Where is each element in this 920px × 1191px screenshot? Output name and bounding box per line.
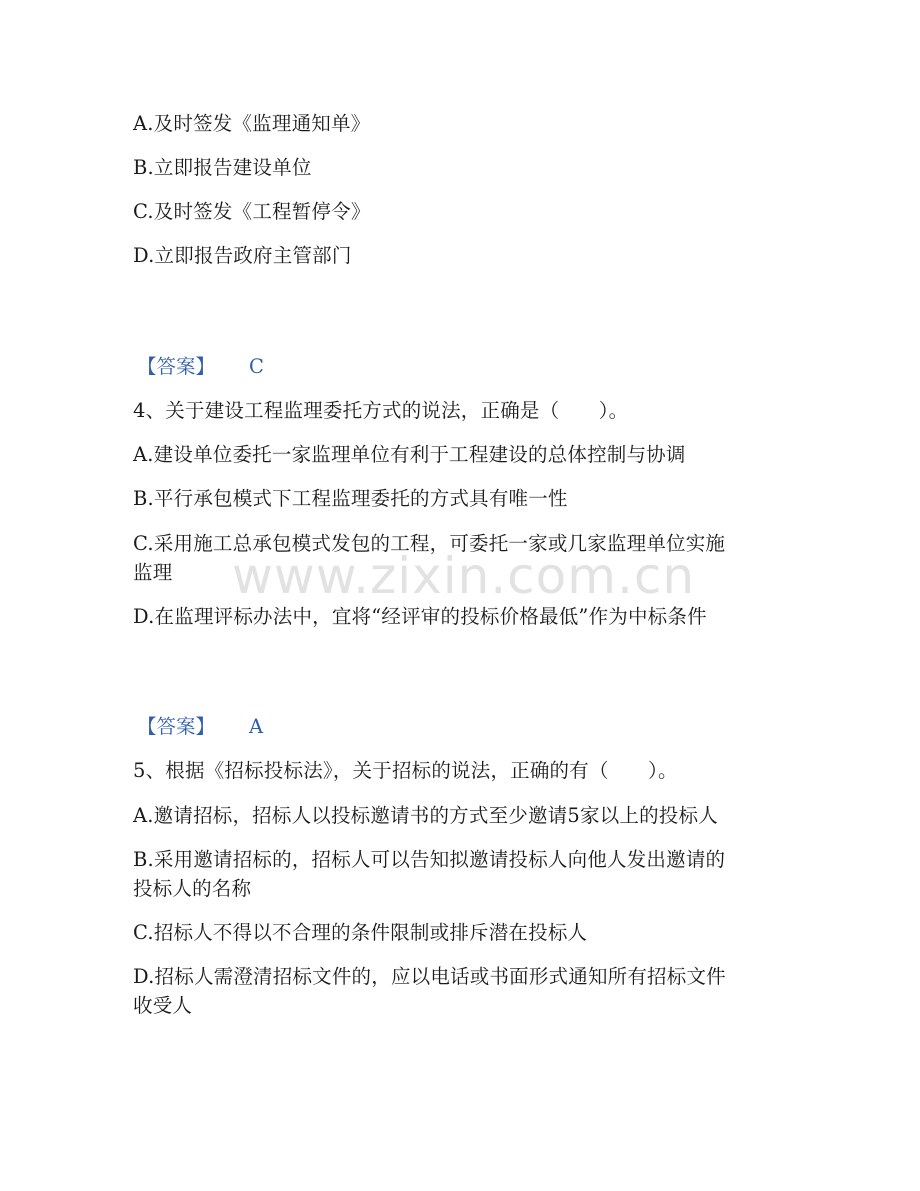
- q4-option-d: D.在监理评标办法中，宜将“经评审的投标价格最低”作为中标条件: [133, 605, 707, 628]
- q3-option-d: D.立即报告政府主管部门: [133, 244, 352, 267]
- q5-option-d-cont: 收受人: [133, 994, 193, 1017]
- q4-question: 4、关于建设工程监理委托方式的说法，正确是（ ）。: [133, 399, 629, 422]
- q5-option-c: C.招标人不得以不合理的条件限制或排斥潜在投标人: [133, 921, 588, 944]
- q4-answer-value: A: [249, 715, 264, 738]
- q5-option-b: B.采用邀请招标的，招标人可以告知拟邀请投标人向他人发出邀请的: [133, 848, 726, 871]
- q5-option-a: A.邀请招标，招标人以投标邀请书的方式至少邀请5家以上的投标人: [133, 804, 718, 827]
- q4-option-a: A.建设单位委托一家监理单位有利于工程建设的总体控制与协调: [133, 443, 686, 466]
- q3-answer: [137, 356, 264, 378]
- q3-option-a: A.及时签发《监理通知单》: [133, 112, 371, 135]
- q5-option-b-cont: 投标人的名称: [133, 877, 252, 900]
- q4-answer-label: 【答案】: [137, 715, 216, 738]
- q3-answer-label: 【答案】: [137, 355, 216, 378]
- q5-option-d: D.招标人需澄清招标文件的，应以电话或书面形式通知所有招标文件: [133, 965, 726, 988]
- q5-question: 5、根据《招标投标法》，关于招标的说法，正确的有（ ）。: [133, 759, 678, 782]
- q3-option-b: B.立即报告建设单位: [133, 156, 312, 179]
- q4-answer: [137, 716, 263, 738]
- q4-option-b: B.平行承包模式下工程监理委托的方式具有唯一性: [133, 487, 568, 510]
- q3-option-c: C.及时签发《工程暂停令》: [133, 200, 371, 223]
- watermark: www.zixin.com.cn: [232, 547, 696, 605]
- q4-option-c-cont: 监理: [133, 561, 173, 584]
- q4-option-c: C.采用施工总承包模式发包的工程，可委托一家或几家监理单位实施: [133, 532, 726, 555]
- q3-answer-value: C: [249, 355, 264, 378]
